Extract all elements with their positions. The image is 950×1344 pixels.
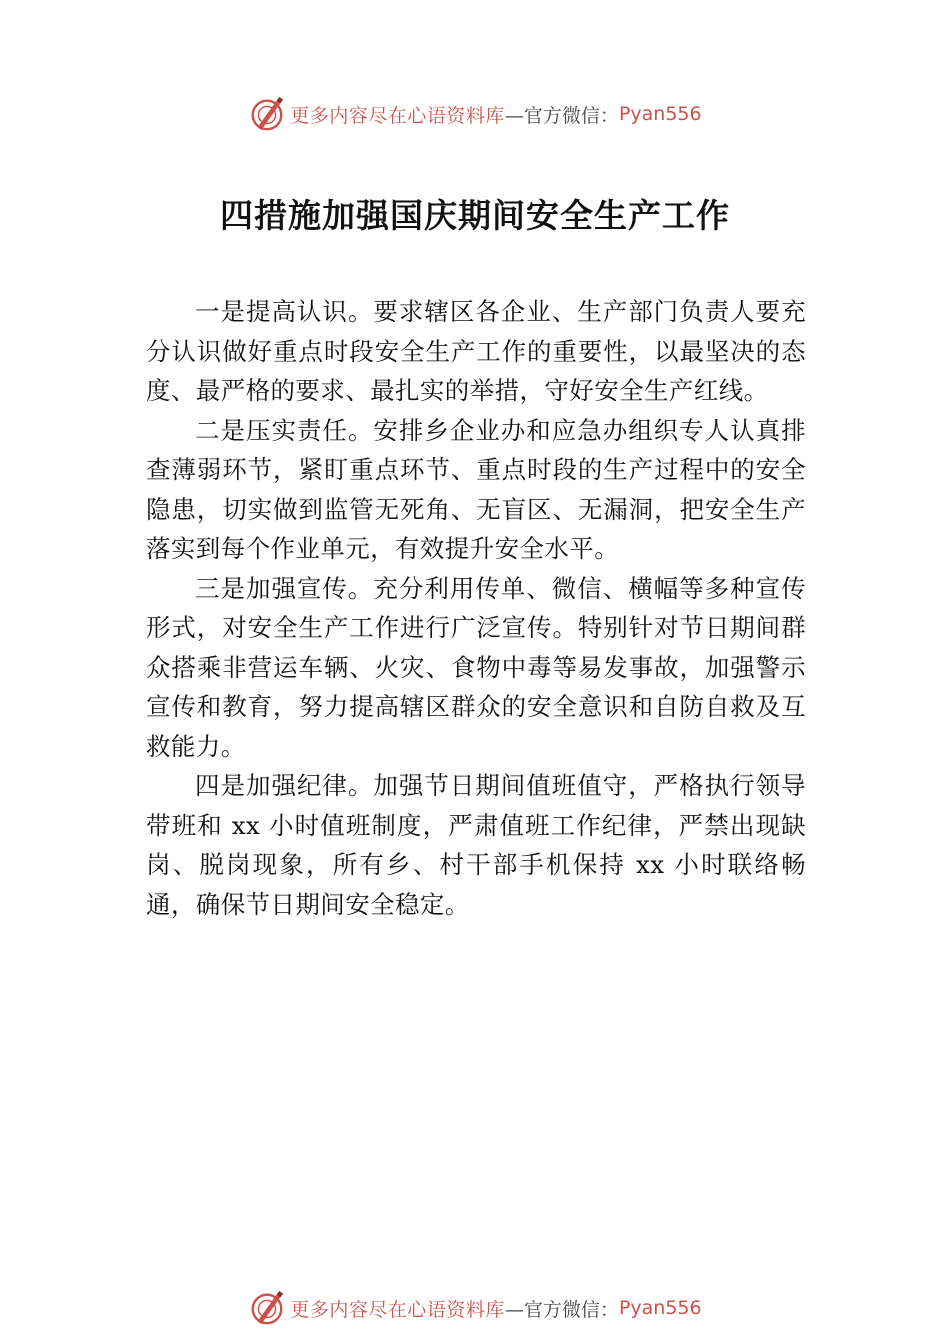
footer-banner-sub-text: —官方微信：	[504, 1298, 619, 1321]
banner-sub-text: —官方微信：	[504, 104, 619, 127]
document-body	[146, 292, 806, 924]
paragraph-2: 二是压实责任。安排乡企业办和应急办组织专人认真排查薄弱环节，紧盯重点环节、重点时段的生产过程中的安全隐患，切实做到监管无死角、无盲区、无漏洞，把安全生产落实到每个作业单元，有效提升安全水平。	[146, 415, 806, 563]
paragraph-3: 三是加强宣传。充分利用传单、微信、横幅等多种宣传形式，对安全生产工作进行广泛宣传。特别针对节日期间群众搭乘非营运车辆、火灾、食物中毒等易发事故，加强警示宣传和教育，努力提高辖区群众的安全意识和自防自救及互救能力。	[146, 573, 806, 761]
footer-banner-wechat-id: Pyan556	[618, 1297, 702, 1319]
footer-banner	[0, 1286, 950, 1330]
header-banner	[0, 92, 950, 136]
footer-banner-main-text: 更多内容尽在心语资料库	[290, 1298, 505, 1321]
pen-logo-icon	[248, 1289, 286, 1327]
pen-logo-icon	[248, 95, 286, 133]
banner-wechat-id: Pyan556	[618, 103, 702, 125]
page-title: 四措施加强国庆期间安全生产工作	[220, 196, 730, 235]
banner-main-text: 更多内容尽在心语资料库	[290, 104, 505, 127]
paragraph-4: 四是加强纪律。加强节日期间值班值守，严格执行领导带班和 xx 小时值班制度，严肃值班工作纪律，严禁出现缺岗、脱岗现象，所有乡、村干部手机保持 xx 小时联络畅通，确保节日期间安全稳定。	[146, 771, 806, 919]
paragraph-1: 一是提高认识。要求辖区各企业、生产部门负责人要充分认识做好重点时段安全生产工作的重要性，以最坚决的态度、最严格的要求、最扎实的举措，守好安全生产红线。	[146, 297, 806, 405]
